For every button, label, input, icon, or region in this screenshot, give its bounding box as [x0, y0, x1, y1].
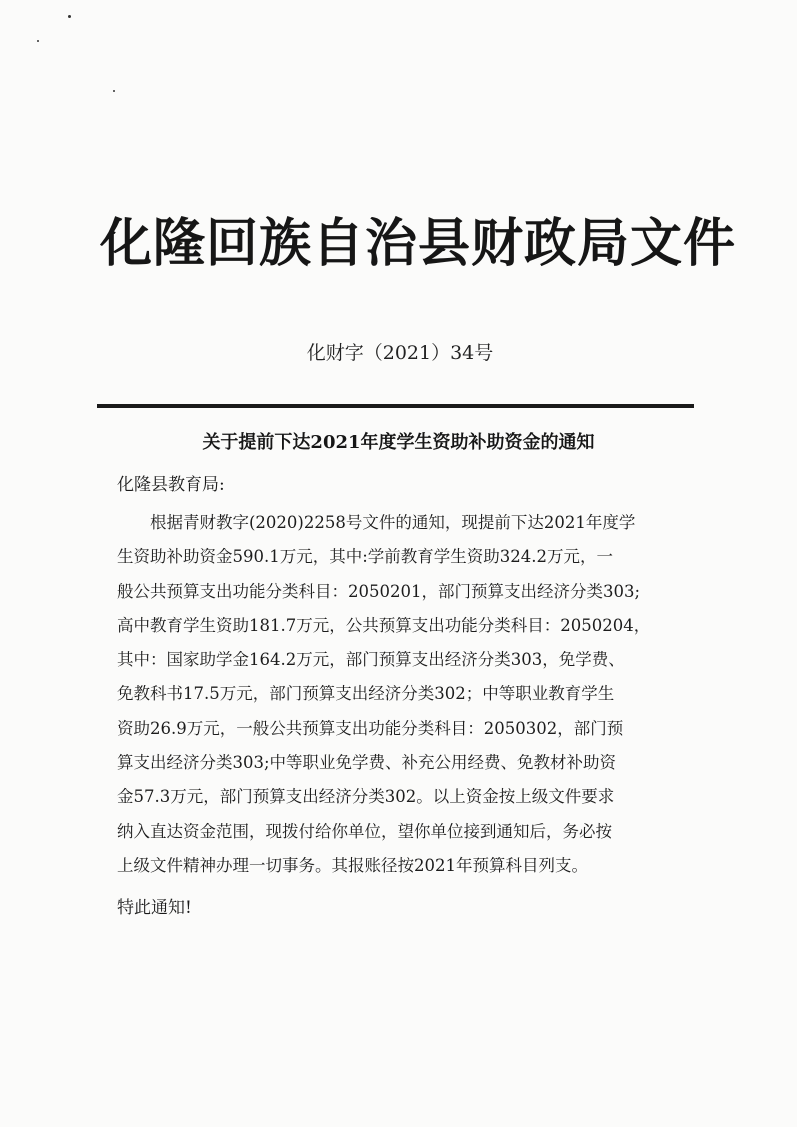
body-line: 免教科书17.5万元，部门预算支出经济分类302；中等职业教育学生: [117, 684, 615, 704]
body-line: 上级文件精神办理一切事务。其报账径按2021年预算科目列支。: [117, 855, 588, 875]
body-line: 生资助补助资金590.1万元，其中:学前教育学生资助324.2万元，一: [117, 547, 614, 567]
notice-recipient: 化隆县教育局:: [117, 475, 225, 495]
scan-speck: [37, 40, 39, 42]
scan-speck: [68, 15, 71, 18]
body-line: 其中：国家助学金164.2万元，部门预算支出经济分类303，免学费、: [117, 650, 625, 670]
header-divider: [97, 404, 694, 408]
scan-speck: [113, 90, 115, 92]
body-line: 高中教育学生资助181.7万元，公共预算支出功能分类科目：2050204，: [117, 615, 651, 635]
body-line: 算支出经济分类303;中等职业免学费、补充公用经费、免教材补助资: [117, 753, 617, 773]
body-line: 根据青财教字(2020)2258号文件的通知，现提前下达2021年度学: [150, 513, 636, 532]
body-line: 资助26.9万元，一般公共预算支出功能分类科目：2050302，部门预: [117, 718, 624, 738]
body-line: 纳入直达资金范围，现拨付给你单位，望你单位接到通知后，务必按: [117, 821, 612, 841]
document-title: 化隆回族自治县财政局文件: [100, 214, 737, 274]
notice-body: [117, 506, 697, 883]
notice-subject: 关于提前下达2021年度学生资助补助资金的通知: [202, 432, 595, 453]
body-line: 金57.3万元，部门预算支出经济分类302。以上资金按上级文件要求: [117, 787, 615, 807]
document-number: 化财字（2021）34号: [306, 342, 494, 364]
body-line: 般公共预算支出功能分类科目：2050201，部门预算支出经济分类303;: [117, 581, 641, 601]
notice-closing: 特此通知!: [117, 898, 192, 918]
